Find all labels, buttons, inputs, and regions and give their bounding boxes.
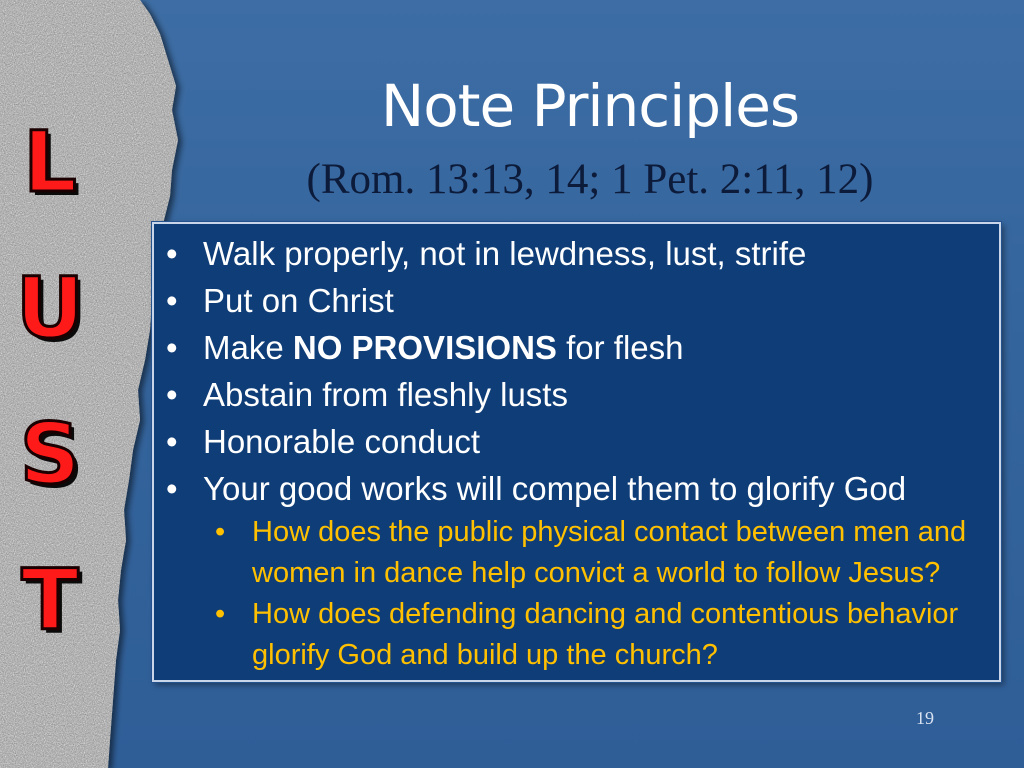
bullet-item: • Walk properly, not in lewdness, lust, strife	[166, 235, 807, 272]
bold-emphasis: NO PROVISIONS	[292, 329, 557, 366]
bullet-item: • Make NO PROVISIONS for flesh	[166, 329, 684, 366]
side-letter-t: T	[21, 551, 79, 649]
lust-letters	[0, 0, 100, 768]
bullet-item: • Abstain from fleshly lusts	[166, 376, 568, 413]
side-letter-s: S	[19, 405, 81, 503]
bullet-list	[162, 230, 982, 676]
sub-bullet-item: • How does the public physical contact between men and women in dance help convict a world to follow Jesus?	[215, 516, 967, 589]
page-number: 19	[916, 708, 934, 728]
slide-title: Note Principles	[380, 72, 800, 140]
side-letter-u: U	[15, 259, 85, 357]
sub-bullet-list	[203, 512, 982, 676]
bullet-item: • Your good works will compel them to glorify God • How does the public physical contact between men and women in dance help convict a world to follow Jesus? • How does defending dancing and contentious behavior glorify God and build up the church?	[162, 465, 982, 676]
sub-bullet-item: • How does defending dancing and contentious behavior glorify God and build up the church?	[215, 598, 975, 671]
slide-subtitle: (Rom. 13:13, 14; 1 Pet. 2:11, 12)	[306, 156, 874, 203]
bullet-item: • Put on Christ	[166, 282, 394, 319]
side-letter-l: L	[23, 113, 77, 211]
bullet-item: • Honorable conduct	[166, 423, 481, 460]
